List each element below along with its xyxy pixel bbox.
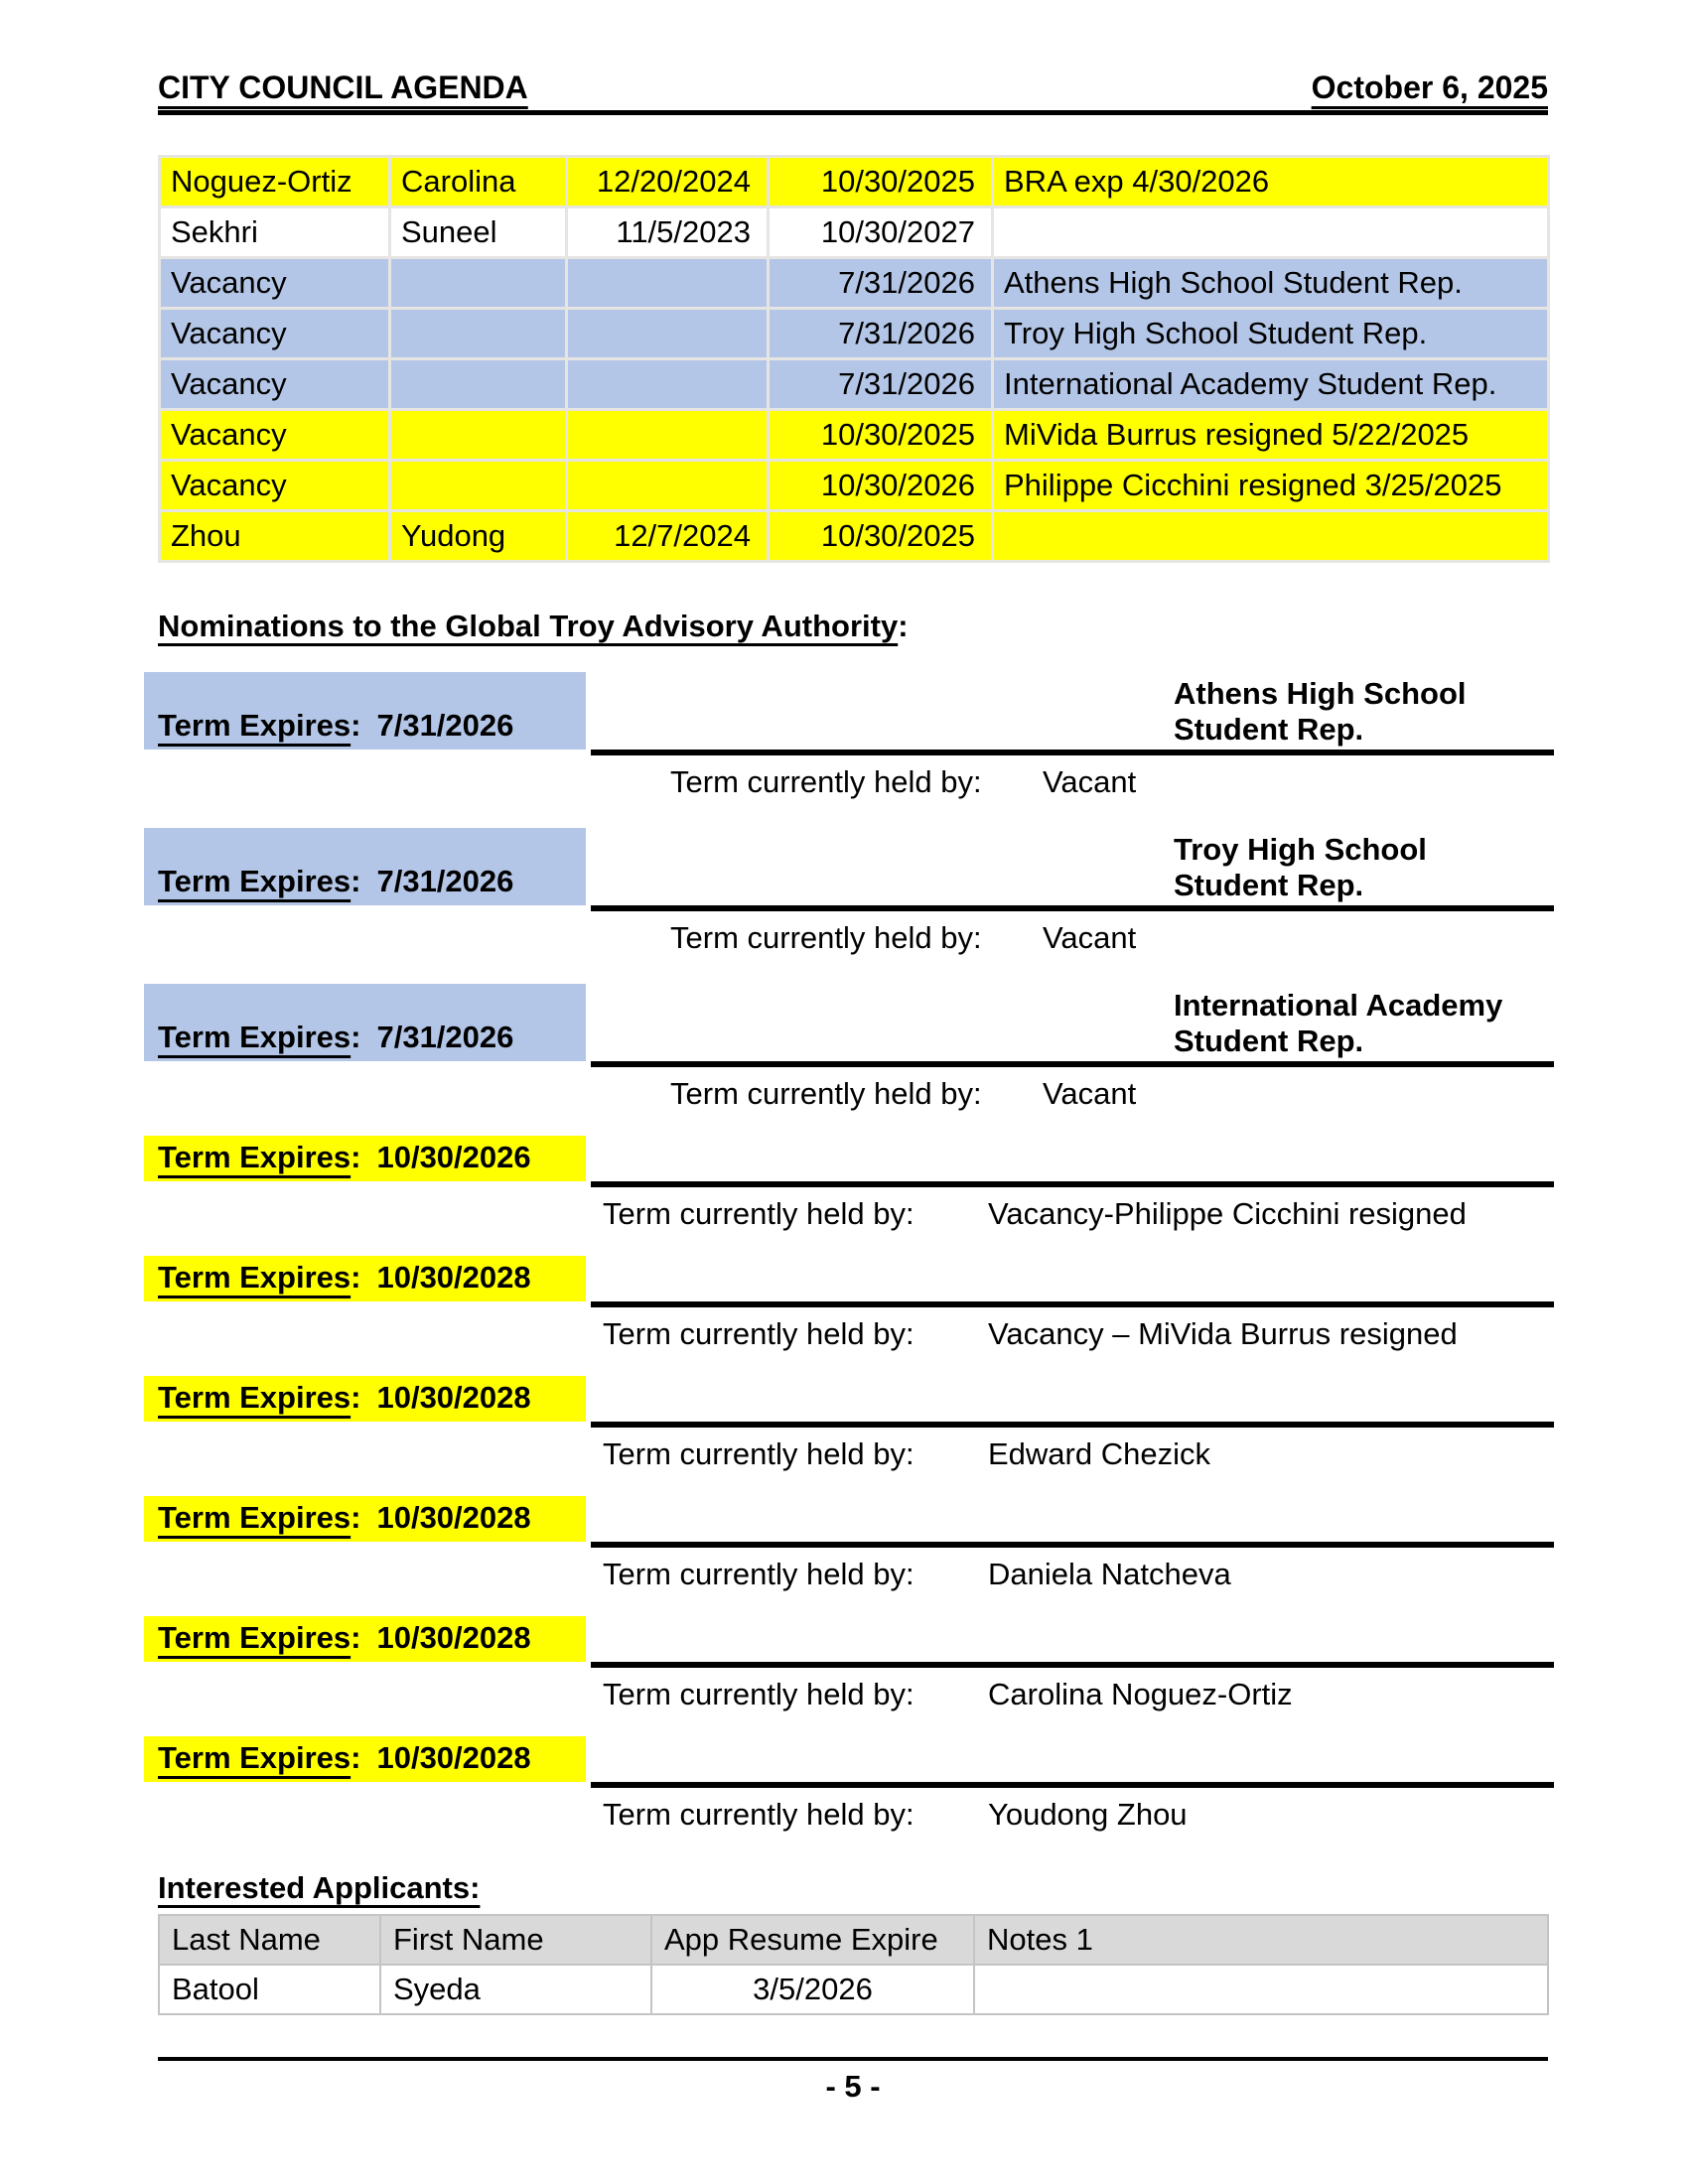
term-expires-highlight xyxy=(144,1136,586,1181)
signature-line xyxy=(591,1422,1554,1428)
cell-notes xyxy=(974,1965,1548,2014)
cell-first-name xyxy=(390,461,567,511)
cell-term-expires: 10/30/2025 xyxy=(769,410,993,461)
nomination-block xyxy=(158,1256,1548,1352)
cell-notes: Athens High School Student Rep. xyxy=(993,258,1549,309)
term-expires-label: Term Expires xyxy=(158,1260,352,1295)
column-header: Notes 1 xyxy=(974,1915,1548,1965)
nomination-row xyxy=(158,1496,1547,1542)
held-by-line xyxy=(158,1316,1548,1352)
cell-notes xyxy=(993,207,1549,258)
cell-date-appointed: 11/5/2023 xyxy=(567,207,769,258)
table-row xyxy=(160,258,1549,309)
term-expires-label: Term Expires xyxy=(158,1140,352,1174)
signature-line xyxy=(591,905,1554,911)
nomination-row xyxy=(158,1376,1547,1422)
table-row xyxy=(159,1965,1548,2014)
table-row xyxy=(160,511,1549,562)
term-expires-colon: : xyxy=(351,1740,361,1775)
term-expires-date: 10/30/2028 xyxy=(376,1380,531,1415)
cell-last-name: Vacancy xyxy=(160,309,390,359)
cell-last-name: Sekhri xyxy=(160,207,390,258)
signature-line xyxy=(591,1542,1554,1548)
cell-last-name: Vacancy xyxy=(160,410,390,461)
held-by-label: Term currently held by: xyxy=(603,1196,914,1231)
cell-first-name: Suneel xyxy=(390,207,567,258)
term-expires-date: 7/31/2026 xyxy=(376,1020,514,1054)
signature-line xyxy=(591,1181,1554,1187)
term-expires-label: Term Expires xyxy=(158,1620,352,1655)
nomination-block xyxy=(158,828,1548,956)
table-row xyxy=(160,410,1549,461)
nominations-heading-text: Nominations to the Global Troy Advisory Authority xyxy=(158,609,899,643)
position-label: International Academy Student Rep. xyxy=(1174,988,1503,1058)
term-expires-colon: : xyxy=(351,1020,361,1054)
cell-last-name: Vacancy xyxy=(160,359,390,410)
term-expires-date: 10/30/2026 xyxy=(376,1140,531,1174)
column-header: App Resume Expire xyxy=(651,1915,974,1965)
table-row xyxy=(160,309,1549,359)
term-expires-label: Term Expires xyxy=(158,1380,352,1415)
held-by-value: Daniela Natcheva xyxy=(988,1557,1231,1591)
board-members-table xyxy=(158,155,1550,563)
cell-first-name xyxy=(390,309,567,359)
term-expires-highlight xyxy=(144,1376,586,1422)
page-number: - 5 - xyxy=(825,2069,881,2104)
nomination-block xyxy=(158,672,1548,800)
header-date: October 6, 2025 xyxy=(1311,69,1548,105)
nomination-row xyxy=(158,984,1547,1061)
term-expires-date: 10/30/2028 xyxy=(376,1620,531,1655)
table-row xyxy=(160,207,1549,258)
term-expires-colon: : xyxy=(351,1620,361,1655)
signature-line xyxy=(591,1061,1554,1067)
term-expires-date: 10/30/2028 xyxy=(376,1740,531,1775)
column-header: Last Name xyxy=(159,1915,380,1965)
applicants-header-row xyxy=(159,1915,1548,1965)
cell-first-name: Syeda xyxy=(380,1965,651,2014)
cell-term-expires: 7/31/2026 xyxy=(769,359,993,410)
cell-first-name xyxy=(390,359,567,410)
cell-date-appointed xyxy=(567,461,769,511)
table-row xyxy=(160,359,1549,410)
cell-first-name xyxy=(390,258,567,309)
held-by-line xyxy=(158,1557,1548,1592)
held-by-line xyxy=(158,1436,1548,1472)
cell-date-appointed xyxy=(567,359,769,410)
cell-notes: Troy High School Student Rep. xyxy=(993,309,1549,359)
nomination-block xyxy=(158,1136,1548,1232)
cell-notes: BRA exp 4/30/2026 xyxy=(993,157,1549,207)
position-label: Athens High School Student Rep. xyxy=(1174,676,1467,747)
cell-term-expires: 7/31/2026 xyxy=(769,309,993,359)
cell-term-expires: 10/30/2026 xyxy=(769,461,993,511)
term-expires-label: Term Expires xyxy=(158,708,352,743)
held-by-value: Carolina Noguez-Ortiz xyxy=(988,1677,1293,1711)
cell-first-name: Yudong xyxy=(390,511,567,562)
cell-last-name: Vacancy xyxy=(160,461,390,511)
term-expires-highlight xyxy=(144,828,586,905)
cell-notes: Philippe Cicchini resigned 3/25/2025 xyxy=(993,461,1549,511)
nomination-row xyxy=(158,672,1547,750)
held-by-value: Vacancy – MiVida Burrus resigned xyxy=(988,1316,1458,1351)
cell-app-resume-expire: 3/5/2026 xyxy=(651,1965,974,2014)
cell-last-name: Zhou xyxy=(160,511,390,562)
table-row xyxy=(160,461,1549,511)
term-expires-highlight xyxy=(144,984,586,1061)
cell-date-appointed xyxy=(567,309,769,359)
nomination-block xyxy=(158,1376,1548,1472)
held-by-line xyxy=(158,1196,1548,1232)
cell-date-appointed: 12/20/2024 xyxy=(567,157,769,207)
term-expires-date: 10/30/2028 xyxy=(376,1260,531,1295)
nomination-block xyxy=(158,984,1548,1112)
term-expires-label: Term Expires xyxy=(158,864,352,898)
held-by-label: Term currently held by: xyxy=(670,764,982,799)
signature-line xyxy=(591,750,1554,755)
term-expires-label: Term Expires xyxy=(158,1020,352,1054)
nominations-heading xyxy=(158,609,1548,644)
term-expires-colon: : xyxy=(351,864,361,898)
document-footer xyxy=(158,2057,1548,2105)
cell-term-expires: 7/31/2026 xyxy=(769,258,993,309)
term-expires-highlight xyxy=(144,1496,586,1542)
nomination-block xyxy=(158,1496,1548,1592)
applicants-table xyxy=(158,1914,1549,2015)
held-by-value: Vacant xyxy=(1043,1076,1137,1111)
term-expires-date: 10/30/2028 xyxy=(376,1500,531,1535)
nomination-row xyxy=(158,1256,1547,1301)
cell-last-name: Batool xyxy=(159,1965,380,2014)
board-table-body xyxy=(160,157,1549,562)
cell-notes: MiVida Burrus resigned 5/22/2025 xyxy=(993,410,1549,461)
table-row xyxy=(160,157,1549,207)
cell-notes xyxy=(993,511,1549,562)
held-by-label: Term currently held by: xyxy=(603,1557,914,1591)
term-expires-date: 7/31/2026 xyxy=(376,708,514,743)
held-by-label: Term currently held by: xyxy=(603,1797,914,1832)
cell-term-expires: 10/30/2025 xyxy=(769,511,993,562)
cell-first-name xyxy=(390,410,567,461)
cell-date-appointed: 12/7/2024 xyxy=(567,511,769,562)
term-expires-colon: : xyxy=(351,1380,361,1415)
term-expires-label: Term Expires xyxy=(158,1500,352,1535)
held-by-label: Term currently held by: xyxy=(670,920,982,955)
signature-line xyxy=(591,1782,1554,1788)
held-by-label: Term currently held by: xyxy=(603,1436,914,1471)
held-by-line xyxy=(158,1797,1548,1833)
cell-term-expires: 10/30/2025 xyxy=(769,157,993,207)
held-by-value: Vacancy-Philippe Cicchini resigned xyxy=(988,1196,1467,1231)
nomination-block xyxy=(158,1736,1548,1833)
nomination-block xyxy=(158,1616,1548,1712)
held-by-value: Edward Chezick xyxy=(988,1436,1210,1471)
term-expires-highlight xyxy=(144,1256,586,1301)
cell-notes: International Academy Student Rep. xyxy=(993,359,1549,410)
cell-last-name: Noguez-Ortiz xyxy=(160,157,390,207)
applicants-heading: Interested Applicants: xyxy=(158,1870,481,1905)
cell-last-name: Vacancy xyxy=(160,258,390,309)
nomination-row xyxy=(158,828,1547,905)
cell-term-expires: 10/30/2027 xyxy=(769,207,993,258)
term-expires-colon: : xyxy=(351,1260,361,1295)
document-header xyxy=(158,69,1548,115)
nomination-row xyxy=(158,1736,1547,1782)
held-by-value: Vacant xyxy=(1043,920,1137,955)
held-by-label: Term currently held by: xyxy=(603,1677,914,1711)
position-label: Troy High School Student Rep. xyxy=(1174,832,1427,902)
term-expires-colon: : xyxy=(351,1500,361,1535)
applicants-table-body xyxy=(159,1965,1548,2014)
held-by-label: Term currently held by: xyxy=(670,1076,982,1111)
held-by-value: Vacant xyxy=(1043,764,1137,799)
held-by-line xyxy=(158,764,1548,800)
page-title: CITY COUNCIL AGENDA xyxy=(158,69,528,105)
term-expires-colon: : xyxy=(351,1140,361,1174)
term-expires-highlight xyxy=(144,672,586,750)
held-by-value: Youdong Zhou xyxy=(988,1797,1188,1832)
nomination-blocks xyxy=(158,672,1548,1833)
document-content xyxy=(158,0,1548,2105)
term-expires-highlight xyxy=(144,1736,586,1782)
held-by-line xyxy=(158,1076,1548,1112)
term-expires-colon: : xyxy=(351,708,361,743)
nominations-heading-colon: : xyxy=(898,609,909,643)
column-header: First Name xyxy=(380,1915,651,1965)
term-expires-date: 7/31/2026 xyxy=(376,864,514,898)
held-by-line xyxy=(158,920,1548,956)
term-expires-highlight xyxy=(144,1616,586,1662)
cell-first-name: Carolina xyxy=(390,157,567,207)
nomination-row xyxy=(158,1136,1547,1181)
term-expires-label: Term Expires xyxy=(158,1740,352,1775)
held-by-line xyxy=(158,1677,1548,1712)
signature-line xyxy=(591,1662,1554,1668)
cell-date-appointed xyxy=(567,410,769,461)
cell-date-appointed xyxy=(567,258,769,309)
held-by-label: Term currently held by: xyxy=(603,1316,914,1351)
nomination-row xyxy=(158,1616,1547,1662)
signature-line xyxy=(591,1301,1554,1307)
